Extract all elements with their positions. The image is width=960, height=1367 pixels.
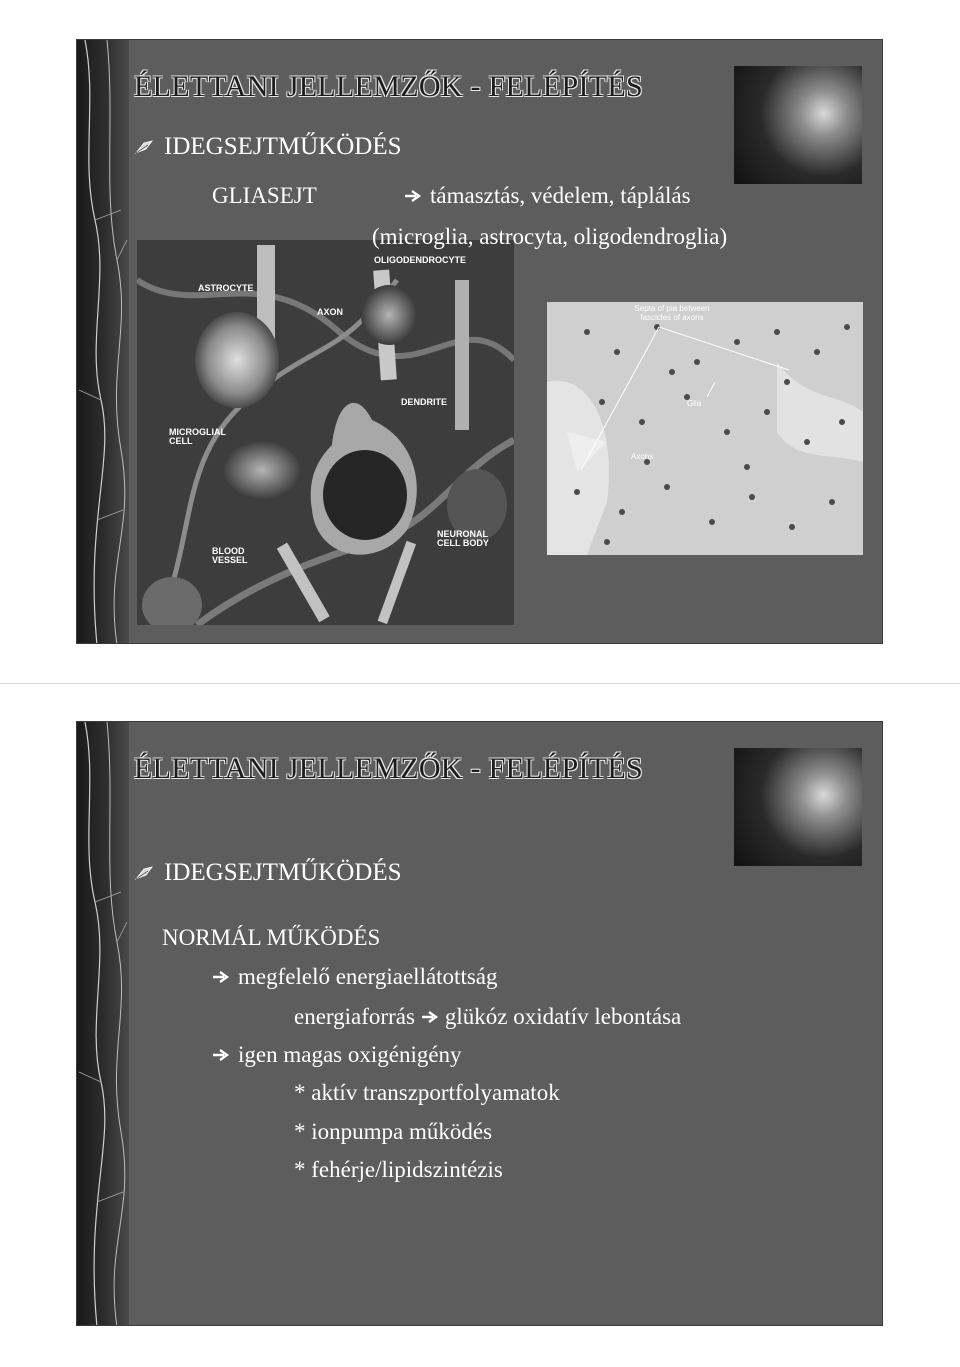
heading-bullet-row (134, 133, 402, 161)
protein-lipid-line: * fehérje/lipidszintézis (294, 1157, 503, 1182)
slide-title: ÉLETTANI JELLEMZŐK - FELÉPÍTÉS (134, 70, 644, 103)
decorative-neuron-strip (77, 722, 129, 1325)
leaf-bullet-icon (134, 865, 154, 881)
active-transport-line: * aktív transzportfolyamatok (294, 1080, 560, 1105)
arrow-right-icon (404, 189, 422, 203)
energy-source-text: energiaforrás (294, 1004, 415, 1029)
slide-1 (76, 39, 883, 644)
label-septa: Septa of pia between fascicles of axons (634, 304, 710, 322)
gliasejt-types: (microglia, astrocyta, oligodendroglia) (372, 224, 728, 249)
glucose-text: glükóz oxidatív lebontása (444, 1004, 682, 1029)
ion-pump-line: * ionpumpa működés (294, 1119, 493, 1144)
normal-function-line: NORMÁL MŰKÖDÉS (162, 925, 381, 950)
leaf-bullet-icon (134, 139, 154, 155)
neuron-photo (734, 66, 862, 184)
oxygen-demand-line (212, 1042, 462, 1068)
label-axons: Axons (631, 452, 654, 461)
arrow-right-icon (212, 1048, 230, 1062)
energy-supply-line (212, 964, 498, 990)
slide-title: ÉLETTANI JELLEMZŐK - FELÉPÍTÉS (134, 752, 644, 785)
oxygen-demand-text: igen magas oxigénigény (238, 1042, 462, 1067)
page-divider (0, 683, 960, 684)
label-blood-vessel: BLOOD VESSEL (212, 546, 248, 566)
histology-micrograph (547, 302, 863, 555)
energy-source-line (294, 1004, 681, 1030)
label-microglial-cell: MICROGLIAL CELL (169, 427, 226, 447)
neuron-photo (734, 748, 862, 866)
energy-supply-text: megfelelő energiaellátottság (238, 964, 498, 989)
nervous-tissue-illustration (137, 240, 514, 625)
label-dendrite: DENDRITE (401, 397, 448, 407)
label-axon: AXON (317, 307, 344, 317)
arrow-right-icon (212, 970, 230, 984)
gliasejt-functions: támasztás, védelem, táplálás (430, 183, 691, 208)
label-neuronal-cell-body: NEURONAL CELL BODY (437, 529, 489, 549)
section-heading: IDEGSEJTMŰKÖDÉS (164, 859, 402, 886)
gliasejt-label: GLIASEJT (212, 183, 317, 208)
gliasejt-line (212, 183, 691, 209)
section-heading: IDEGSEJTMŰKÖDÉS (164, 133, 402, 160)
arrow-right-icon (421, 1010, 439, 1024)
label-astrocyte: ASTROCYTE (198, 283, 254, 293)
label-glia: Glia (687, 399, 702, 408)
label-oligodendrocyte: OLIGODENDROCYTE (374, 255, 467, 265)
decorative-neuron-strip (77, 40, 129, 643)
heading-bullet-row (134, 859, 402, 887)
slide-2 (76, 721, 883, 1326)
